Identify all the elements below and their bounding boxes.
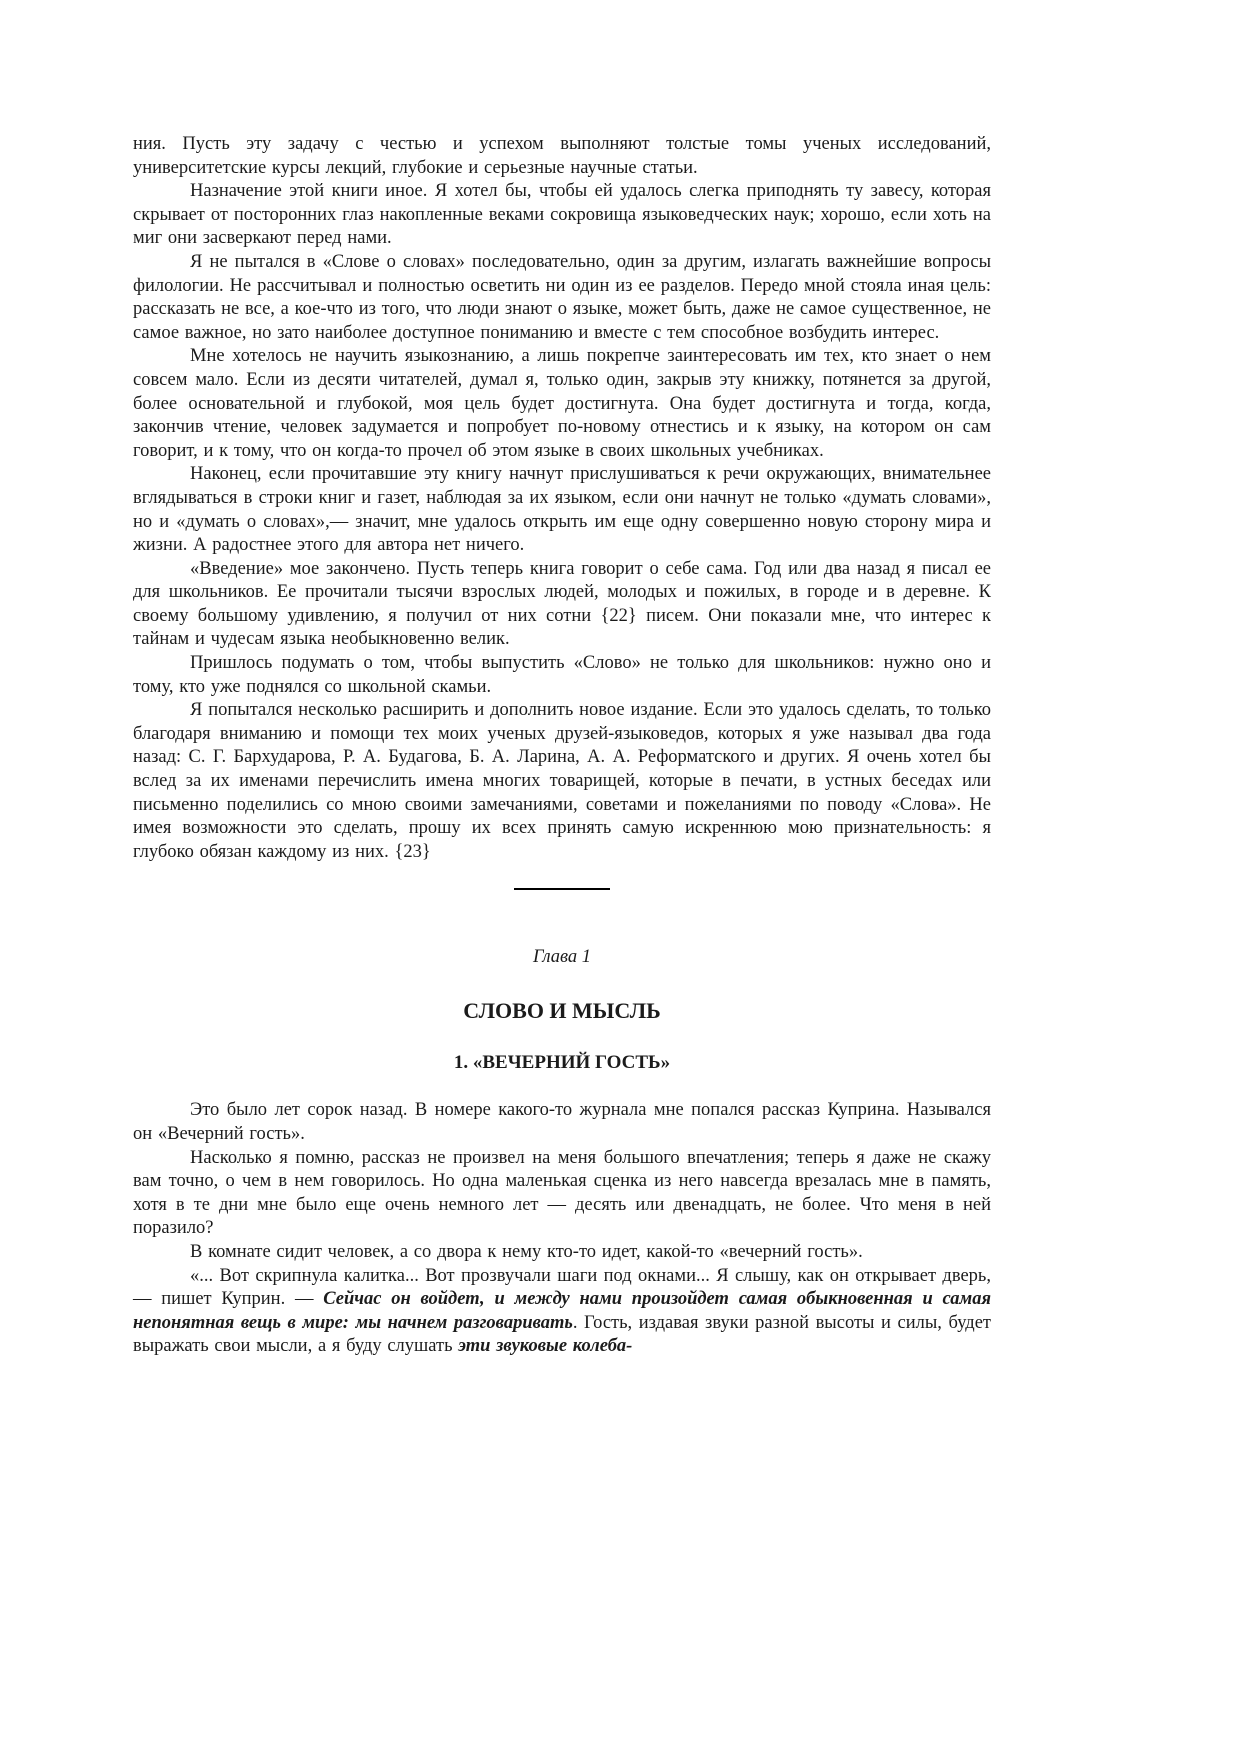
paragraph: Назначение этой книги иное. Я хотел бы, чтобы ей удалось слегка приподнять ту завесу, которая скрывает от посторонних глаз накопленные веками сокровища языковедческих наук; хорошо, если хоть на миг они засверкают перед нами.	[133, 181, 991, 249]
chapter-label	[133, 946, 991, 969]
intro-text-block	[133, 133, 991, 864]
paragraph: Наконец, если прочитавшие эту книгу начнут прислушиваться к речи окружающих, внимательнее вглядываться в строки книг и газет, наблюдая за их языком, если они начнут не только «думать словами», но и «думать о словах»,— значит, мне удалось открыть им еще одну совершенно новую сторону мира и жизни. А радостнее этого для автора нет ничего.	[133, 464, 991, 556]
emphasized-text-segment: эти звуковые колеба-	[458, 1336, 633, 1357]
paragraph: Я попытался несколько расширить и дополнить новое издание. Если это удалось сделать, то только благодаря вниманию и помощи тех моих ученых друзей-языковедов, которых я уже называл два года назад: С. Г. Бархударова, Р. А. Будагова, Б. А. Ларина, А. А. Реформатского и других. Я очень хотел бы вслед за их именами перечислить имена многих товарищей, которые в печати, в устных беседах или письменно поделились со мною своими замечаниями, советами и пожеланиями по поводу «Слова». Не имея возможности это сделать, прошу их всех принять самую искреннюю мою признательность: я глубоко обязан каждому из них. {23}	[133, 700, 991, 862]
paragraph: В комнате сидит человек, а со двора к нему кто-то идет, какой-то «вечерний гость».	[190, 1241, 863, 1262]
text-segment: . Гость, издавая звуки разной высоты и силы, будет выражать свои мысли, а я буду слушать	[133, 1312, 991, 1357]
paragraph: Я не пытался в «Слове о словах» последовательно, один за другим, излагать важнейшие вопросы филологии. Не рассчитывал и полностью осветить ни один из ее разделов. Передо мной стояла иная цель: рассказать не все, а кое-что из того, что люди знают о языке, может быть, даже не самое существенное, не самое важное, но зато наиболее доступное пониманию и вместе с тем способное возбудить интерес.	[133, 251, 991, 343]
paragraph: Пришлось подумать о том, чтобы выпустить «Слово» не только для школьников: нужно оно и тому, кто уже поднялся со школьной скамьи.	[133, 653, 991, 697]
section-divider	[514, 888, 610, 890]
paragraph: ния. Пусть эту задачу с честью и успехом выполняют толстые томы ученых исследований, университетские курсы лекций, глубокие и серьезные научные статьи.	[133, 134, 991, 178]
quote-paragraph	[133, 1265, 991, 1359]
chapter-label-text: Глава 1	[532, 947, 592, 968]
chapter-title: СЛОВО И МЫСЛЬ	[463, 998, 661, 1024]
paragraph: Насколько я помню, рассказ не произвел на меня большого впечатления; теперь я даже не скажу вам точно, о чем в нем говорилось. Но одна маленькая сценка из него навсегда врезалась мне в память, хотя в те дни мне было еще очень немного лет — десять или двенадцать, не более. Что меня в ней поразило?	[133, 1147, 991, 1239]
section-title: 1. «ВЕЧЕРНИЙ ГОСТЬ»	[453, 1052, 671, 1074]
story-text-block	[133, 1099, 991, 1264]
emphasized-text-segment: Сейчас он войдет, и между нами произойдет самая обыкновенная и самая непонятная вещь в мире: мы начнем разговаривать	[133, 1289, 991, 1333]
paragraph: Мне хотелось не научить языкознанию, а лишь покрепче заинтересовать им тех, кто знает о нем совсем мало. Если из десяти читателей, думал я, только один, закрыв эту книжку, потянется за другой, более основательной и глубокой, моя цель будет достигнута. Она будет достигнута и тогда, когда, закончив чтение, человек задумается и попробует по-новому отнестись и к языку, на котором он сам говорит, и к тому, что он когда-то прочел об этом языке в своих школьных учебниках.	[133, 346, 991, 461]
paragraph: «Введение» мое закончено. Пусть теперь книга говорит о себе сама. Год или два назад я писал ее для школьников. Ее прочитали тысячи взрослых людей, молодых и пожилых, в городе и в деревне. К своему большому удивлению, я получил от них сотни {22} писем. Они показали мне, что интерес к тайнам и чудесам языка необыкновенно велик.	[133, 558, 991, 650]
text-column	[133, 133, 991, 1359]
paragraph: Это было лет сорок назад. В номере какого-то журнала мне попался рассказ Куприна. Назывался он «Вечерний гость».	[133, 1100, 991, 1144]
text-segment: «... Вот скрипнула калитка... Вот прозвучали шаги под окнами... Я слышу, как он открывает дверь, — пишет Куприн. —	[133, 1265, 991, 1310]
